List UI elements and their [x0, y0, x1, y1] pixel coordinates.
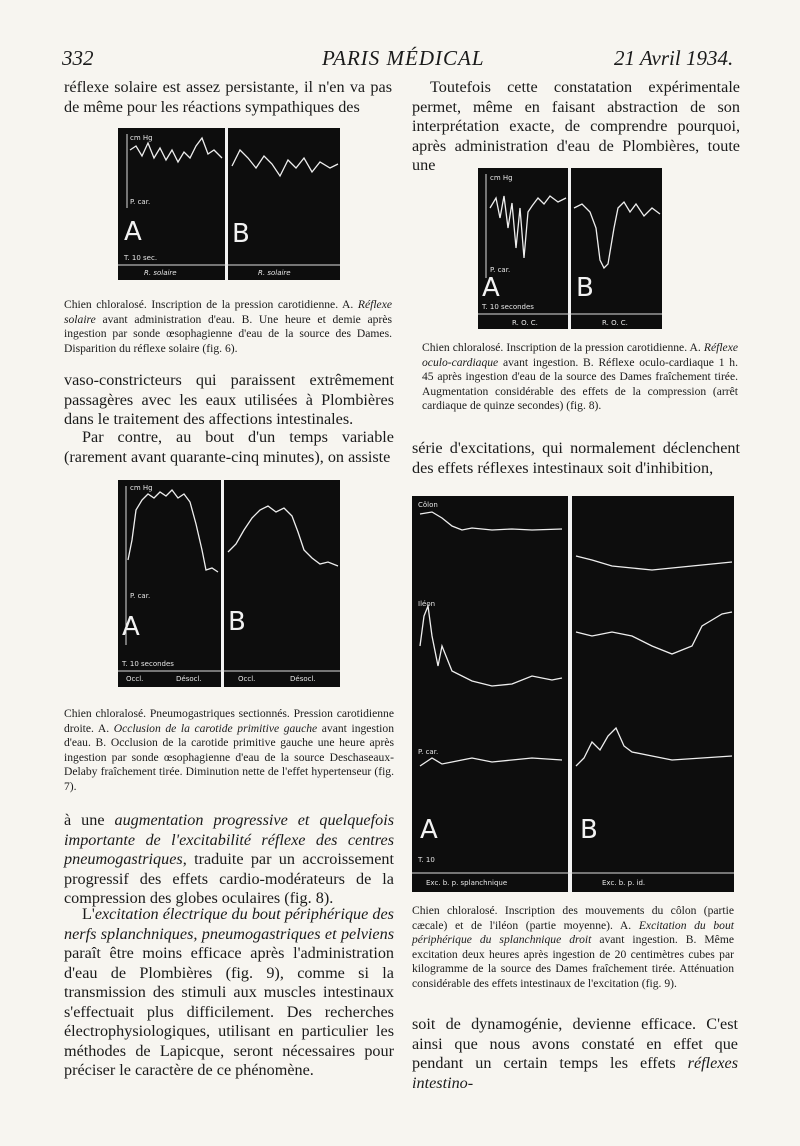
figure-8 [478, 168, 662, 329]
fig9-colon: Côlon [418, 501, 438, 509]
fig7-label-a2: Désocl. [176, 675, 202, 683]
fig6-trace [118, 128, 340, 280]
fig9-panel-a: A [420, 815, 438, 845]
figure-6 [118, 128, 340, 280]
paragraph-toutefois: Toutefois cette constatation expérimentale permet, même en faisant abstraction de son interprétation exacte, de comprendre pourquoi, après administration d'eau de Plombières, toute une [412, 78, 740, 174]
fig7-pcar: P. car. [130, 592, 151, 600]
figure-9 [412, 496, 734, 892]
fig8-time: T. 10 secondes [482, 303, 534, 311]
fig6-label-a: R. solaire [144, 269, 177, 277]
fig8-trace [478, 168, 662, 329]
paragraph-soit: soit de dynamogénie, devienne efficace. C'est ainsi que nous avons constaté en effet que pendant un certain temps les effets réflexes intestino- [412, 1015, 738, 1092]
fig6-label-b: R. solaire [258, 269, 291, 277]
fig8-label-a: R. O. C. [512, 319, 538, 327]
fig8-pcar: P. car. [490, 266, 511, 274]
fig7-trace [118, 480, 340, 687]
figure-7-caption: Chien chloralosé. Pneumogastriques sectionnés. Pression carotidienne droite. A. Occlusion de la carotide primitive gauche avant ingestion d'eau. B. Occlusion de la carotide primitive gauche une heure après ingestion par sonde œsophagienne d'eau de la source Deschaseaux-Delaby fraîchement tirée. Diminution nette de l'effet hypertenseur (fig. 7). [64, 707, 394, 793]
fig9-ileon: Iléon [418, 600, 436, 608]
fig8-scale: cm Hg [490, 174, 513, 182]
fig7-panel-b: B [228, 607, 246, 637]
figure-7 [118, 480, 340, 687]
fig6-panel-a: A [124, 217, 142, 247]
paragraph-top-left: réflexe solaire est assez persistante, il n'en va pas de même pour les réactions sympathiques des [64, 78, 392, 116]
fig8-label-b: R. O. C. [602, 319, 628, 327]
fig9-pcar: P. car. [418, 748, 439, 756]
fig7-scale: cm Hg [130, 484, 153, 492]
fig7-label-b2: Désocl. [290, 675, 316, 683]
paragraph-augmentation: à une augmentation progressive et quelquefois importante de l'excitabilité réflexe des centres pneumogastriques, traduite par un accroissement progressif des effets cardio-modérateurs de la compression des globes oculaires (fig. 8). [64, 811, 394, 907]
fig9-label-a: Exc. b. p. splanchnique [426, 879, 508, 887]
fig7-label-b1: Occl. [238, 675, 256, 683]
paragraph-vaso: vaso-constricteurs qui paraissent extrêmement passagères avec les eaux utilisées à Plombières dans le traitement des affections intestinales. [64, 371, 394, 428]
fig8-panel-a: A [482, 273, 500, 303]
fig7-label-a1: Occl. [126, 675, 144, 683]
page-number: 332 [62, 46, 94, 70]
fig8-panel-b: B [576, 273, 594, 303]
fig9-trace [412, 496, 734, 892]
fig7-panel-a: A [122, 612, 140, 642]
fig6-panel-b: B [232, 219, 250, 249]
issue-date: 21 Avril 1934. [614, 46, 734, 70]
figure-8-caption: Chien chloralosé. Inscription de la pression carotidienne. A. Réflexe oculo-cardiaque avant ingestion. B. Réflexe oculo-cardiaque 1 h. 45 après ingestion d'eau de la source des Dames fraîchement tirée. Augmentation considérable des effets de la compression (arrêt cardiaque de quinze secondes) (fig. 8). [422, 341, 738, 413]
figure-9-caption: Chien chloralosé. Inscription des mouvements du côlon (partie cæcale) et de l'iléon (partie moyenne). A. Excitation du bout périphérique du splanchnique droit avant ingestion. B. Même excitation deux heures après ingestion de 20 centimètres cubes par kilogramme de la source des Dames fraîchement tirée. Atténuation considérable des effets intestinaux de l'excitation (fig. 9). [412, 904, 734, 990]
fig9-time: T. 10 [418, 856, 435, 864]
paragraph-par-contre: Par contre, au bout d'un temps variable (rarement avant quarante-cinq minutes), on assiste [64, 428, 394, 466]
figure-6-caption: Chien chloralosé. Inscription de la pression carotidienne. A. Réflexe solaire avant administration d'eau. B. Une heure et demie après ingestion par sonde œsophagienne d'eau de la source des Dames. Disparition du réflexe solaire (fig. 6). [64, 298, 392, 355]
fig7-time: T. 10 secondes [122, 660, 174, 668]
paragraph-serie: série d'excitations, qui normalement déclenchent des effets réflexes intestinaux soit d'inhibition, [412, 439, 740, 477]
fig6-pcar: P. car. [130, 198, 151, 206]
fig6-scale: cm Hg [130, 134, 153, 142]
paragraph-excitation: L'excitation électrique du bout périphérique des nerfs splanchniques, pneumogastriques et pelviens paraît être moins efficace après l'administration d'eau de Plombières (fig. 9), comme si la transmission des stimuli aux muscles intestinaux s'effectuait plus difficilement. Des recherches électrophysiologiques, utilisant en particulier les méthodes de Lapicque, seront nécessaires pour préciser le caractère de ce phénomène. [64, 905, 394, 1079]
journal-title: PARIS MÉDICAL [322, 46, 485, 70]
fig9-label-b: Exc. b. p. id. [602, 879, 646, 887]
fig9-panel-b: B [580, 815, 598, 845]
fig6-time: T. 10 sec. [124, 254, 158, 262]
